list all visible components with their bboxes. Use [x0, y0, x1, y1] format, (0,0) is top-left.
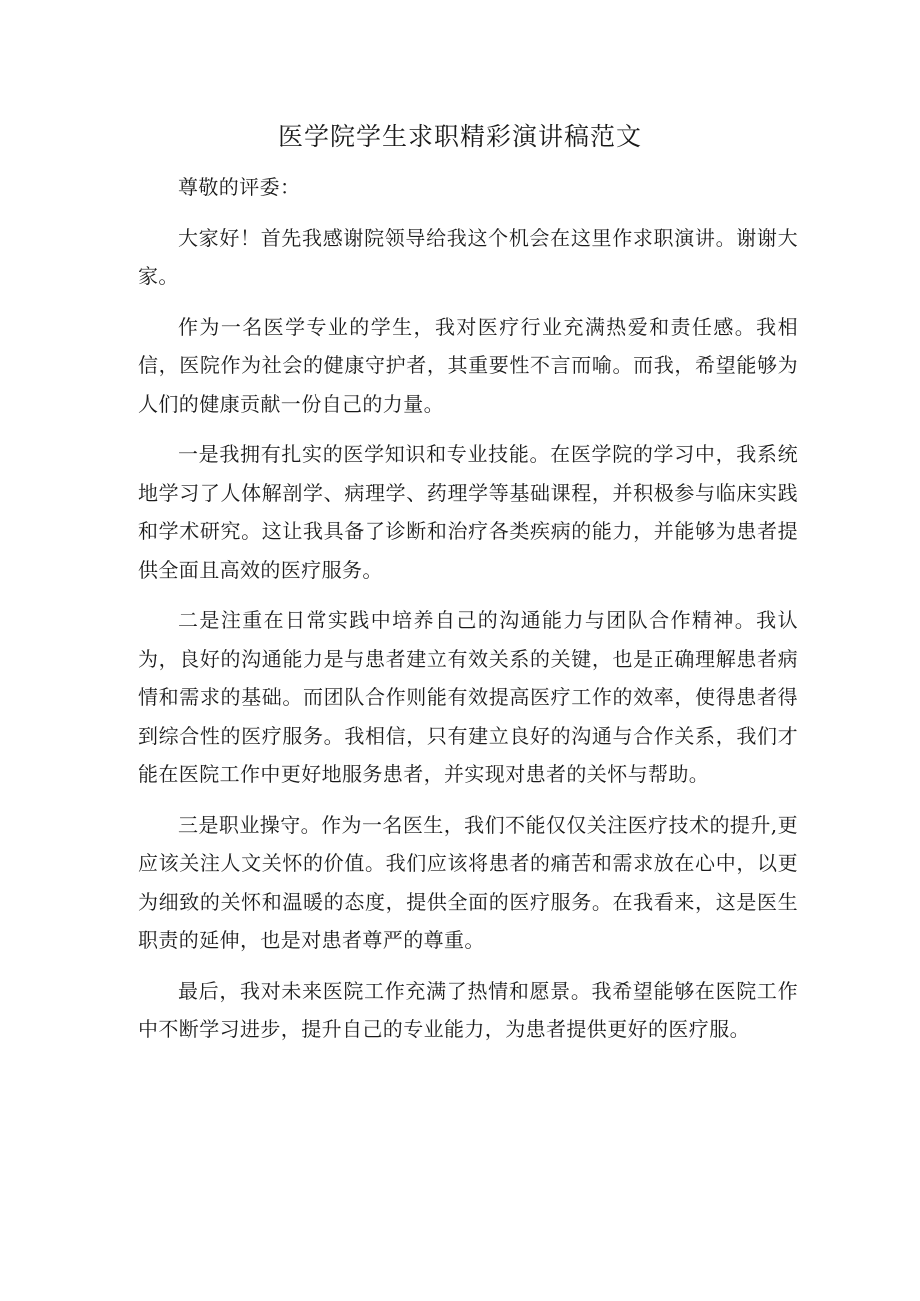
paragraph-point-one: 一是我拥有扎实的医学知识和专业技能。在医学院的学习中，我系统地学习了人体解剖学、病理学、药理学等基础课程，并积极参与临床实践和学术研究。这让我具备了诊断和治疗各类疾病的能力，并能够为患者提供全面且高效的医疗服务。 [138, 442, 798, 582]
salutation: 尊敬的评委： [178, 175, 301, 199]
paragraph-conclusion: 最后，我对未来医院工作充满了热情和愿景。我希望能够在医院工作中不断学习进步，提升自己的专业能力，为患者提供更好的医疗服。 [138, 978, 798, 1041]
paragraph-point-three: 三是职业操守。作为一名医生，我们不能仅仅关注医疗技术的提升,更应该关注人文关怀的价值。我们应该将患者的痛苦和需求放在心中，以更为细致的关怀和温暖的态度，提供全面的医疗服务。在我看来，这是医生职责的延伸，也是对患者尊严的尊重。 [138, 812, 798, 952]
paragraph-introduction: 作为一名医学专业的学生，我对医疗行业充满热爱和责任感。我相信，医院作为社会的健康守护者，其重要性不言而喻。而我，希望能够为人们的健康贡献一份自己的力量。 [138, 314, 798, 416]
document-body [138, 168, 798, 1049]
paragraph-greeting: 大家好！首先我感谢院领导给我这个机会在这里作求职演讲。谢谢大家。 [138, 225, 798, 288]
document-title: 医学院学生求职精彩演讲稿范文 [277, 122, 642, 151]
paragraph-point-two: 二是注重在日常实践中培养自己的沟通能力与团队合作精神。我认为，良好的沟通能力是与患者建立有效关系的关键，也是正确理解患者病情和需求的基础。而团队合作则能有效提高医疗工作的效率，使得患者得到综合性的医疗服务。我相信，只有建立良好的沟通与合作关系，我们才能在医院工作中更好地服务患者，并实现对患者的关怀与帮助。 [138, 608, 798, 786]
